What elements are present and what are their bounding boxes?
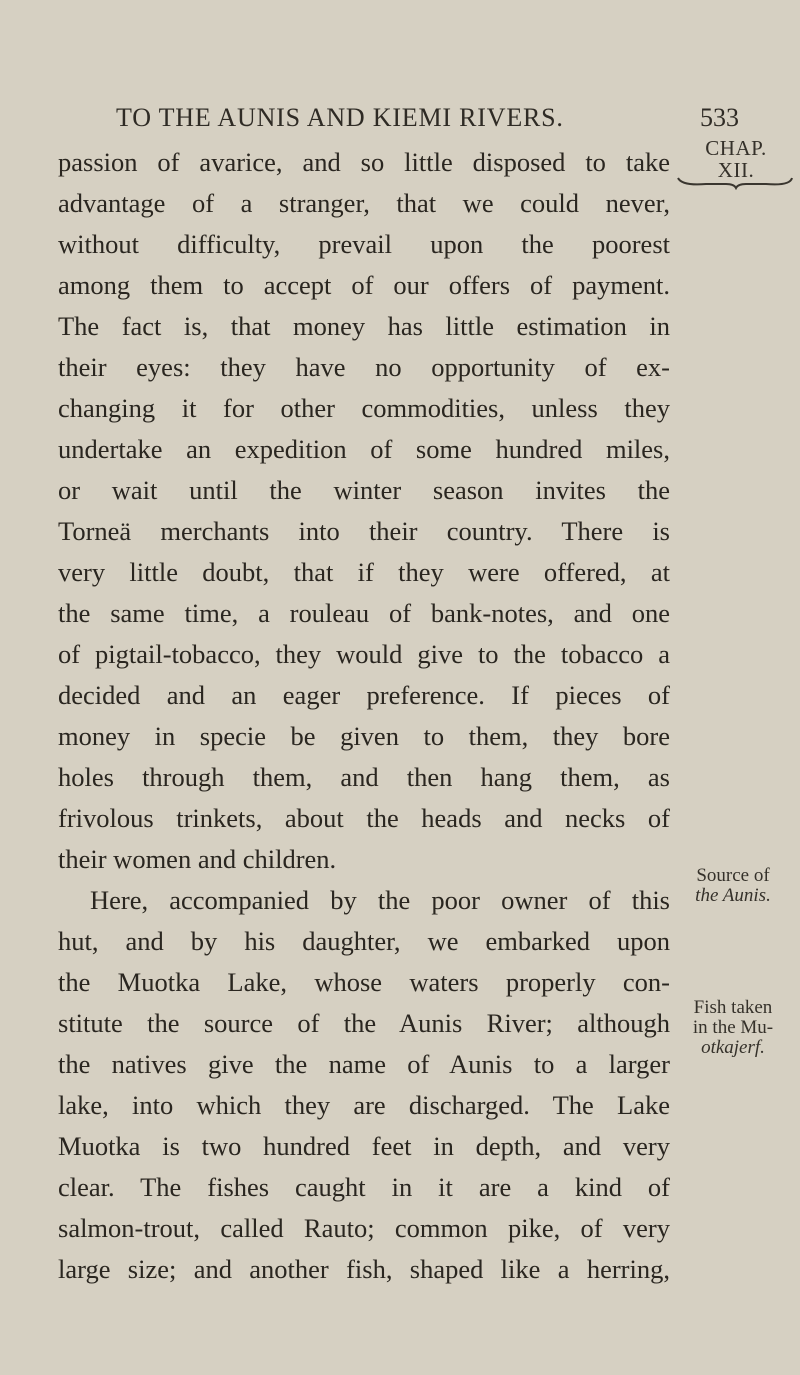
text-line: the same time, a rouleau of bank-notes, and one	[58, 598, 670, 628]
text-line: stitute the source of the Aunis River; although	[58, 1008, 670, 1038]
text-line: the natives give the name of Aunis to a larger	[58, 1049, 670, 1079]
text-line: Torneä merchants into their country. There is	[58, 516, 670, 546]
margin-note-fish	[678, 998, 788, 1058]
text-line: passion of avarice, and so little disposed to take	[58, 147, 670, 177]
text-line: holes through them, and then hang them, as	[58, 762, 670, 792]
text-line: advantage of a stranger, that we could never,	[58, 188, 670, 218]
text-line: hut, and by his daughter, we embarked upon	[58, 926, 670, 956]
body-text	[58, 142, 670, 1290]
text-line: the Muotka Lake, whose waters properly con-	[58, 967, 670, 997]
text-line: clear. The fishes caught in it are a kind of	[58, 1172, 670, 1202]
page-number: 533	[700, 103, 739, 132]
text-line: among them to accept of our offers of payment.	[58, 270, 670, 300]
text-line: very little doubt, that if they were offered, at	[58, 557, 670, 587]
text-line: without difficulty, prevail upon the poorest	[58, 229, 670, 259]
text-line: Muotka is two hundred feet in depth, and very	[58, 1131, 670, 1161]
running-title: TO THE AUNIS AND KIEMI RIVERS.	[116, 103, 564, 132]
text-line: undertake an expedition of some hundred miles,	[58, 434, 670, 464]
text-line: salmon-trout, called Rauto; common pike, of very	[58, 1213, 670, 1243]
text-line: money in specie be given to them, they bore	[58, 721, 670, 751]
margin-note-line: otkajerf.	[701, 1037, 765, 1058]
margin-note-line: Source of	[696, 865, 770, 886]
text-line: large size; and another fish, shaped like a herring,	[58, 1254, 670, 1284]
chapter-number: XII.	[717, 158, 755, 182]
text-line: lake, into which they are discharged. The Lake	[58, 1090, 670, 1120]
margin-note-line: in the Mu-	[692, 1017, 774, 1038]
margin-note-line: the Aunis.	[695, 885, 771, 906]
text-line: their women and children.	[58, 844, 337, 874]
text-line: changing it for other commodities, unless they	[58, 393, 670, 423]
margin-note-source	[678, 866, 788, 906]
chapter-marker	[684, 137, 788, 181]
text-line: or wait until the winter season invites the	[58, 475, 670, 505]
text-line: frivolous trinkets, about the heads and necks of	[58, 803, 670, 833]
text-line: of pigtail-tobacco, they would give to the tobacco a	[58, 639, 670, 669]
text-line: The fact is, that money has little estimation in	[58, 311, 670, 341]
chapter-brace-ornament	[676, 176, 794, 190]
text-line: Here, accompanied by the poor owner of this	[90, 885, 670, 915]
text-line: their eyes: they have no opportunity of ex-	[58, 352, 670, 382]
margin-note-line: Fish taken	[693, 997, 773, 1018]
text-line: decided and an eager preference. If pieces of	[58, 680, 670, 710]
chapter-label: CHAP.	[705, 136, 767, 160]
